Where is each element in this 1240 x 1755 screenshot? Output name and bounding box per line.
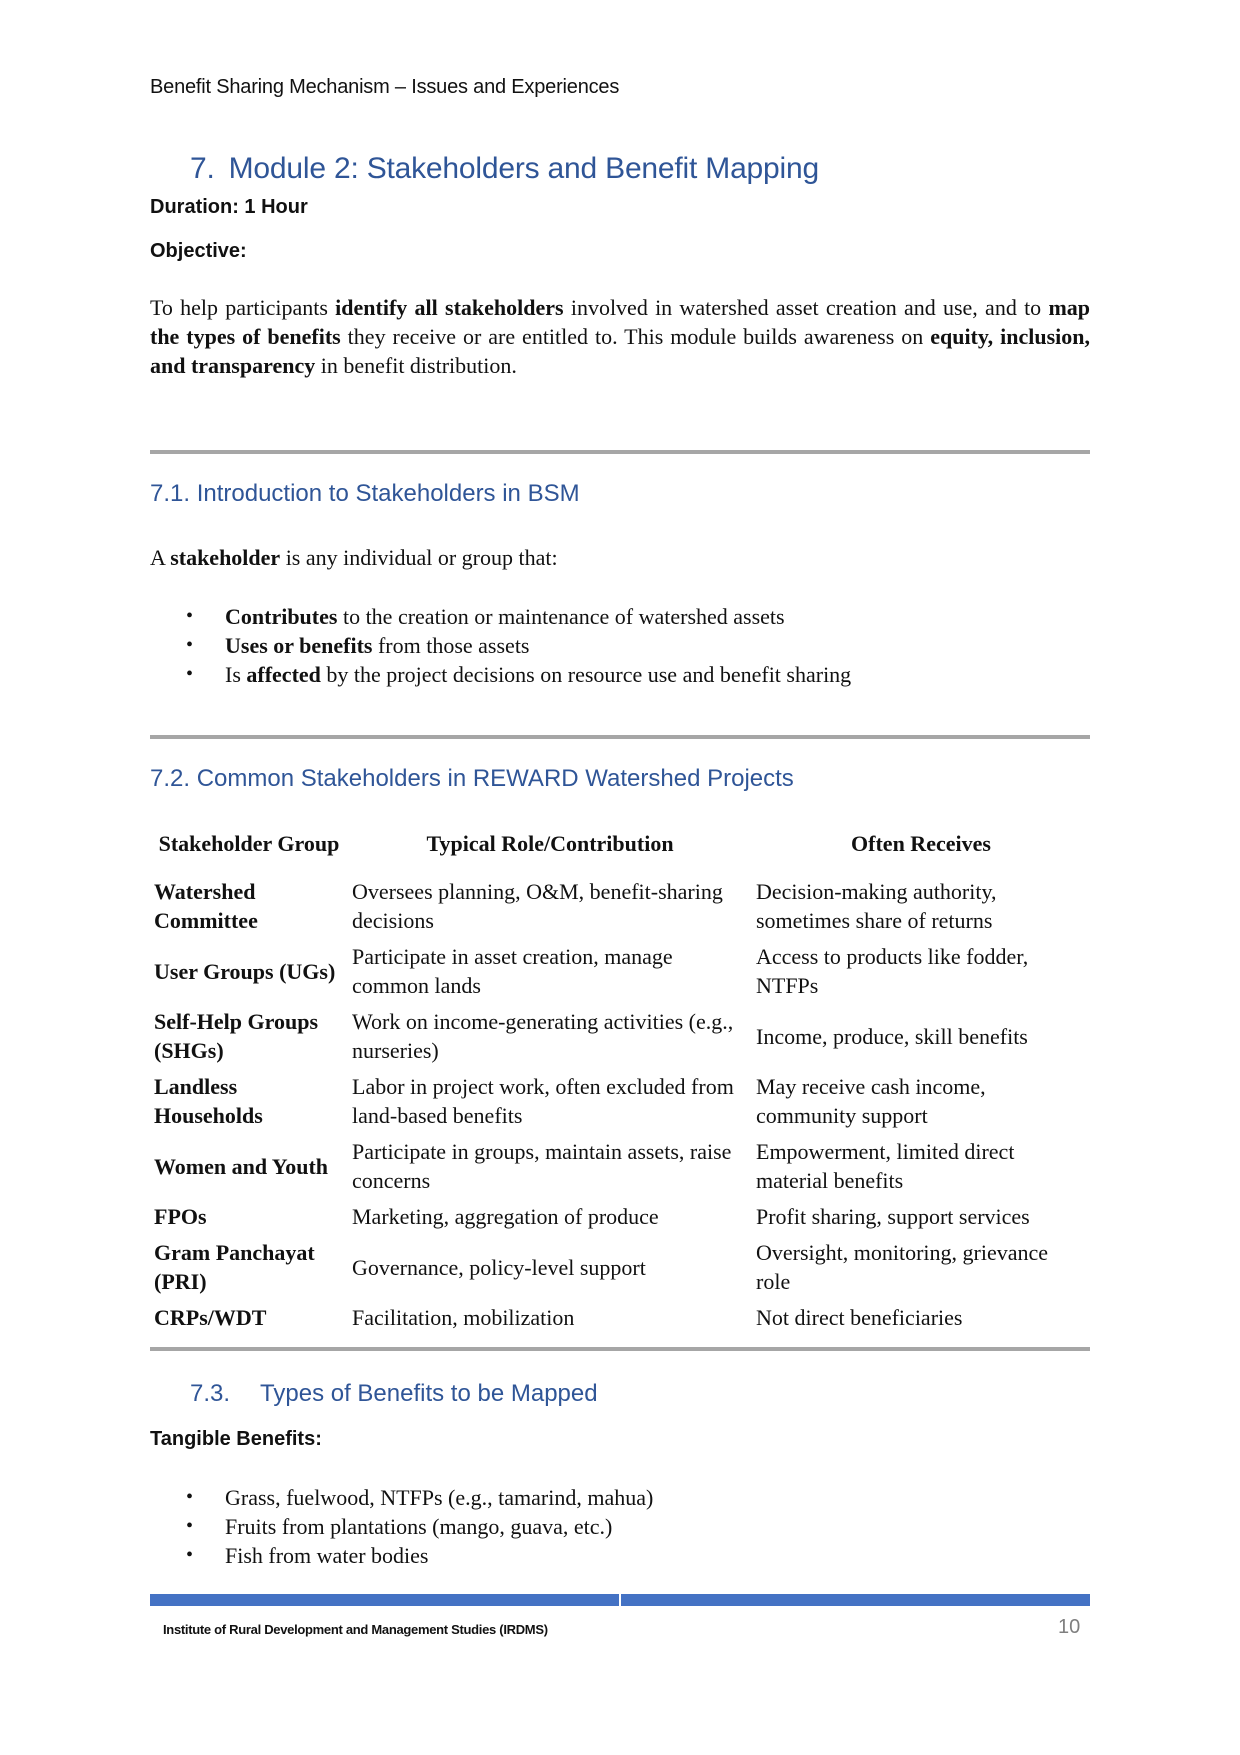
stakeholders-table [150, 812, 1090, 1336]
definition-text-2: is any individual or group that: [280, 545, 558, 570]
item-bold: Uses or benefits [225, 633, 373, 658]
objective-bold-3: equity, inclusion, and transparency [150, 324, 1090, 378]
item-bold: affected [246, 662, 321, 687]
section-7-2-heading [150, 765, 794, 793]
table-row [150, 1199, 1090, 1235]
role-cell: Labor in project work, often excluded from land-based benefits [352, 1074, 734, 1128]
objective-paragraph [150, 293, 1090, 380]
stakeholder-group-cell: Women and Youth [154, 1153, 329, 1179]
item-text: to the creation or maintenance of watershed assets [337, 604, 785, 629]
table-row [150, 939, 1090, 1004]
objective-bold-2: map the types of benefits [150, 295, 1090, 349]
stakeholder-group-cell: FPOs [154, 1204, 207, 1229]
receives-cell: Profit sharing, support services [756, 1204, 1030, 1229]
list-item: • Grass, fuelwood, NTFPs (e.g., tamarind, mahua) [150, 1483, 653, 1512]
section-number: 7.3. [190, 1380, 231, 1407]
module-title: Module 2: Stakeholders and Benefit Mapping [228, 152, 819, 185]
receives-cell: Access to products like fodder, NTFPs [756, 944, 1029, 998]
stakeholder-group-cell: Watershed Committee [154, 879, 258, 933]
tangible-benefits-list [150, 1483, 653, 1570]
objective-text-3: they receive or are entitled to. This module builds awareness on [340, 324, 931, 349]
receives-cell: Empowerment, limited direct material benefits [756, 1139, 1015, 1193]
section-divider [150, 1347, 1090, 1351]
objective-bold-1: identify all stakeholders [335, 295, 564, 320]
list-item [150, 602, 851, 631]
list-item: • Fruits from plantations (mango, guava, etc.) [150, 1512, 653, 1541]
role-cell: Facilitation, mobilization [352, 1305, 575, 1330]
footer-organization: Institute of Rural Development and Management Studies (IRDMS) [163, 1622, 548, 1637]
objective-label: Objective: [150, 240, 247, 262]
section-7-1-heading [150, 480, 580, 508]
role-cell: Governance, policy-level support [352, 1254, 646, 1280]
stakeholder-group-cell: Landless Households [154, 1074, 263, 1128]
item-prefix: Is [225, 662, 247, 687]
role-cell: Participate in asset creation, manage common lands [352, 944, 673, 998]
table-row [150, 874, 1090, 939]
objective-text-2: involved in watershed asset creation and use, and to [563, 295, 1049, 320]
section-divider [150, 450, 1090, 454]
running-header: Benefit Sharing Mechanism – Issues and Experiences [150, 76, 620, 98]
duration-label: Duration: 1 Hour [150, 196, 308, 218]
item-bold: Contributes [225, 604, 338, 629]
section-title: Types of Benefits to be Mapped [260, 1380, 598, 1407]
column-header: Typical Role/Contribution [426, 830, 674, 856]
item-text: by the project decisions on resource use and benefit sharing [320, 662, 852, 687]
table-row [150, 1134, 1090, 1199]
tangible-benefits-label: Tangible Benefits: [150, 1428, 322, 1450]
stakeholder-definition [150, 543, 1090, 572]
page-number: 10 [1058, 1616, 1081, 1638]
receives-cell: May receive cash income, community support [756, 1074, 986, 1128]
receives-cell: Income, produce, skill benefits [756, 1023, 1028, 1049]
role-cell: Marketing, aggregation of produce [352, 1204, 659, 1229]
footer-bar-left [150, 1594, 619, 1606]
list-item [150, 631, 851, 660]
section-divider [150, 735, 1090, 739]
list-item [150, 660, 851, 689]
section-7-3-heading [190, 1380, 598, 1408]
stakeholder-group-cell: Self-Help Groups (SHGs) [154, 1009, 319, 1063]
item-text: from those assets [372, 633, 530, 658]
list-item: • Fish from water bodies [150, 1541, 653, 1570]
receives-cell: Decision-making authority, sometimes share of returns [756, 879, 997, 933]
section-number: 7.1. [150, 480, 191, 507]
receives-cell: Oversight, monitoring, grievance role [756, 1240, 1049, 1294]
objective-text-4: in benefit distribution. [315, 353, 517, 378]
table-row [150, 1300, 1090, 1336]
section-number: 7.2. [150, 765, 191, 792]
receives-cell: Not direct beneficiaries [756, 1305, 963, 1330]
table-row [150, 1004, 1090, 1069]
footer-bar-right [621, 1594, 1090, 1606]
section-title: Common Stakeholders in REWARD Watershed Projects [196, 765, 794, 792]
stakeholder-group-cell: Gram Panchayat (PRI) [154, 1240, 315, 1294]
stakeholder-group-cell: User Groups (UGs) [154, 958, 336, 984]
definition-bold: stakeholder [170, 545, 281, 570]
role-cell: Work on income-generating activities (e.g., nurseries) [352, 1009, 734, 1063]
stakeholder-group-cell: CRPs/WDT [154, 1305, 267, 1330]
table-header-row [150, 812, 1090, 874]
module-number: 7. [190, 152, 215, 185]
column-header: Stakeholder Group [158, 830, 340, 856]
section-title: Introduction to Stakeholders in BSM [196, 480, 580, 507]
definition-text-1: A [150, 545, 171, 570]
stakeholder-criteria-list [150, 602, 851, 689]
role-cell: Participate in groups, maintain assets, raise concerns [352, 1139, 732, 1193]
column-header: Often Receives [851, 830, 991, 856]
objective-text-1: To help participants [150, 295, 336, 320]
table-row [150, 1069, 1090, 1134]
role-cell: Oversees planning, O&M, benefit-sharing decisions [352, 879, 723, 933]
module-heading [190, 152, 819, 186]
table-row [150, 1235, 1090, 1300]
